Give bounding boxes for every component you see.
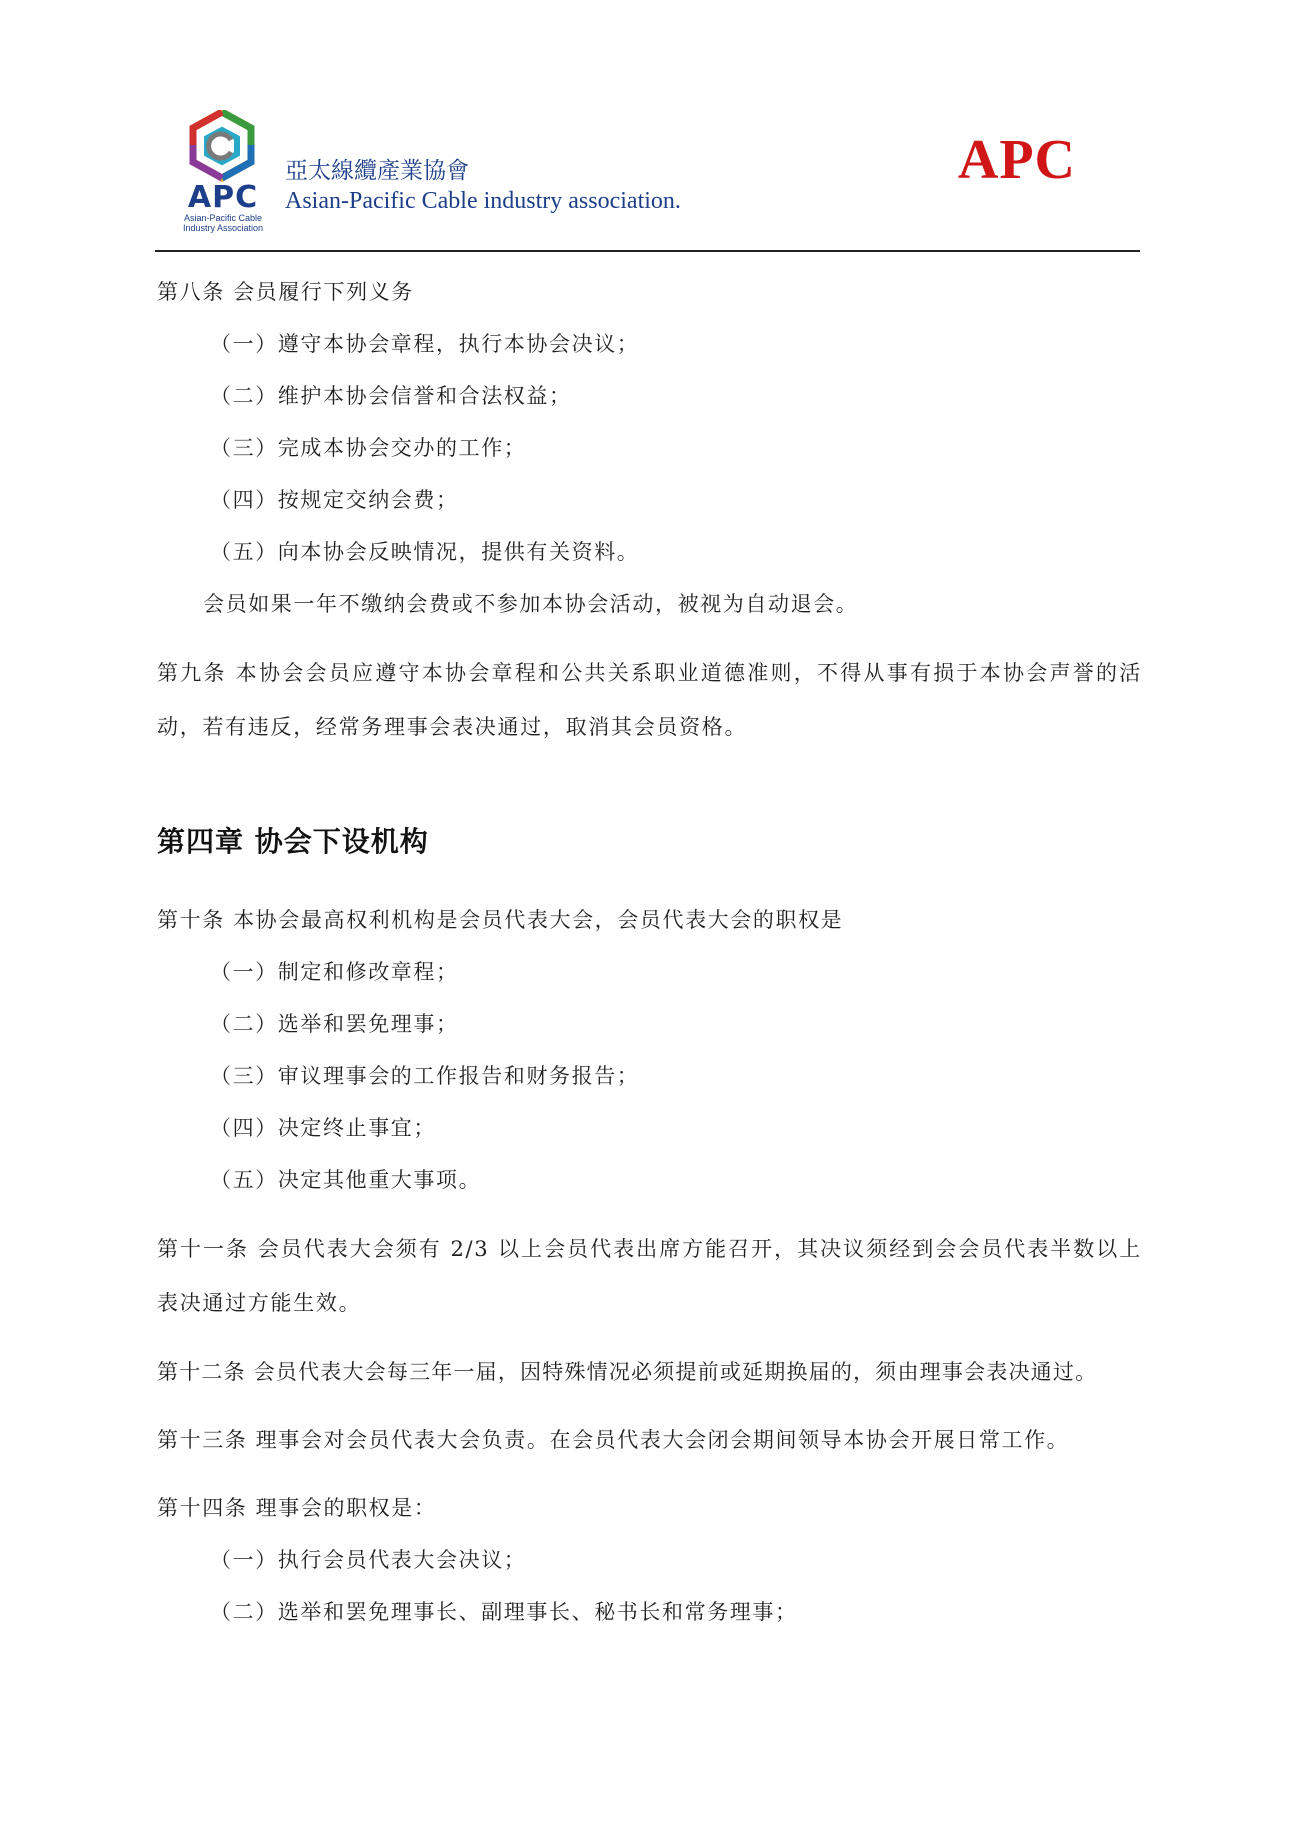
article-10-item: （二）选举和罢免理事； [210,1012,459,1036]
hexagon-logo-icon [175,110,270,182]
article-10-item: （五）决定其他重大事项。 [210,1168,482,1192]
article-8-item: （四）按规定交纳会费； [210,488,459,512]
article-10-item: （一）制定和修改章程； [210,960,459,984]
chapter-4-heading: 第四章 协会下设机构 [157,825,429,858]
article-10-title: 第十条 本协会最高权利机构是会员代表大会，会员代表大会的职权是 [157,908,844,932]
article-11: 第十一条 会员代表大会须有 2/3 以上会员代表出席方能召开，其决议须经到会会员代表半数以上表决通过方能生效。 [157,1237,1142,1315]
article-14-title: 第十四条 理事会的职权是： [157,1496,437,1520]
org-name-english: Asian-Pacific Cable industry association. [285,188,681,214]
article-8-item: （一）遵守本协会章程，执行本协会决议； [210,332,640,356]
article-8-item: （三）完成本协会交办的工作； [210,436,527,460]
article-10-item: （三）审议理事会的工作报告和财务报告； [210,1064,640,1088]
article-8-item: （二）维护本协会信誉和合法权益； [210,384,572,408]
letterhead [155,110,1140,250]
article-8-note: 会员如果一年不缴纳会费或不参加本协会活动，被视为自动退会。 [203,592,859,616]
article-14-item: （一）执行会员代表大会决议； [210,1548,527,1572]
logo-subtext [171,213,275,233]
apc-red-mark: APC [957,129,1076,191]
article-14-item: （二）选举和罢免理事长、副理事长、秘书长和常务理事； [210,1600,798,1624]
document-body [157,266,1142,1638]
logo-apc-text: APC [187,180,259,215]
logo-subtext-line2: Industry Association [182,223,264,233]
org-name-chinese: 亞太線纜產業協會 [285,158,469,184]
article-9: 第九条 本协会会员应遵守本协会章程和公共关系职业道德准则，不得从事有损于本协会声誉的活动，若有违反，经常务理事会表决通过，取消其会员资格。 [157,661,1142,739]
article-10-item: （四）决定终止事宜； [210,1116,436,1140]
header-divider [155,250,1140,252]
apc-logo [175,110,270,235]
article-13: 第十三条 理事会对会员代表大会负责。在会员代表大会闭会期间领导本协会开展日常工作。 [157,1428,1070,1452]
logo-subtext-line1: Asian-Pacific Cable [183,213,263,223]
article-8-title: 第八条 会员履行下列义务 [157,280,414,304]
article-12: 第十二条 会员代表大会每三年一届，因特殊情况必须提前或延期换届的，须由理事会表决通过。 [157,1360,1098,1384]
article-8-item: （五）向本协会反映情况，提供有关资料。 [210,540,640,564]
